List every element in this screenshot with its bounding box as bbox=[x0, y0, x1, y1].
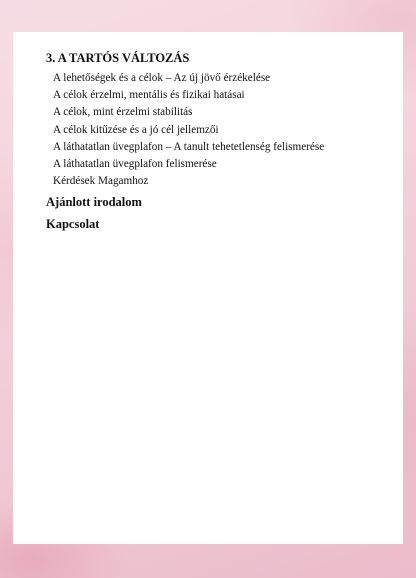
section-recommended-reading[interactable]: Ajánlott irodalom bbox=[46, 195, 142, 210]
table-of-contents bbox=[46, 50, 393, 232]
chapter-title[interactable]: 3. A TARTÓS VÁLTOZÁS bbox=[46, 51, 190, 65]
toc-item[interactable]: A láthatatlan üvegplafon – A tanult tehetetlenség felismerése bbox=[53, 140, 325, 153]
toc-item[interactable]: A láthatatlan üvegplafon felismerése bbox=[53, 158, 217, 171]
page-sheet bbox=[13, 32, 403, 544]
toc-item[interactable]: A célok, mint érzelmi stabilitás bbox=[53, 106, 193, 119]
toc-item[interactable]: Kérdések Magamhoz bbox=[53, 175, 149, 188]
chapter-items bbox=[46, 70, 393, 190]
toc-item[interactable]: A célok kitűzése és a jó cél jellemzői bbox=[53, 123, 219, 136]
toc-item[interactable]: A lehetőségek és a célok – Az új jövő érzékelése bbox=[53, 72, 271, 84]
toc-item[interactable]: A célok érzelmi, mentális és fizikai hatásai bbox=[53, 89, 245, 102]
section-contact[interactable]: Kapcsolat bbox=[46, 217, 100, 232]
